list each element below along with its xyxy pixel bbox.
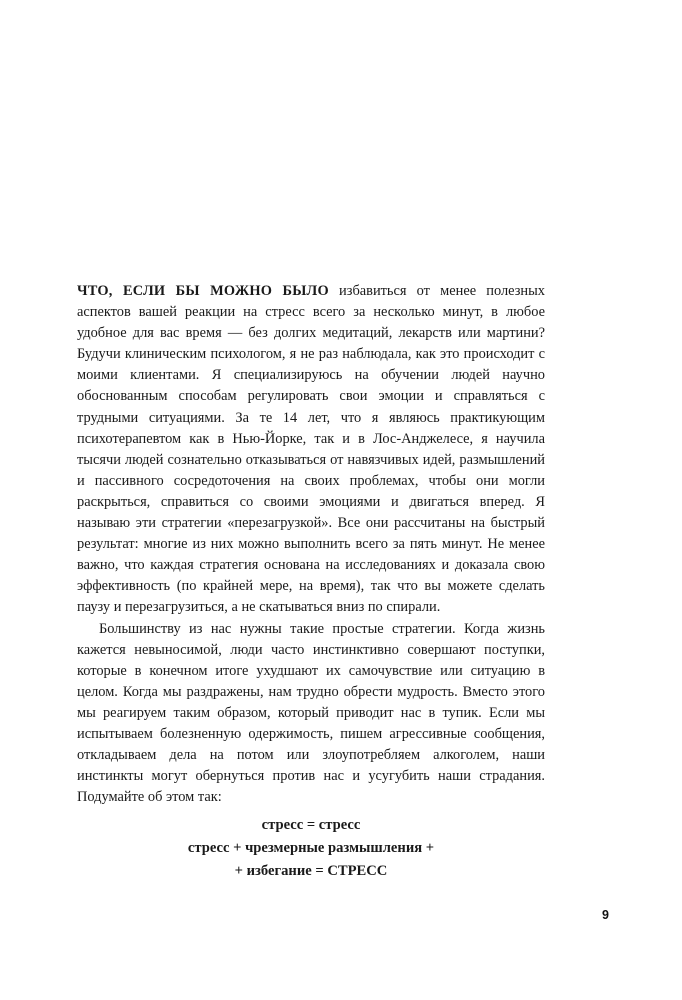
paragraph-one-text: избавиться от менее полезных аспектов вашей реакции на стресс всего за несколько минут, в любое удобное для вас время — без долгих медитаций, лекарств или мартини? Будучи клиническим психологом, я не раз наблюдала, как это происходит с моими клиентами. Я специализируюсь на обучении людей научно обоснованным способам регулировать свои эмоции и справляться с трудными ситуациями. За те 14 лет, что я являюсь практикующим психотерапевтом как в Нью-Йорке, так и в Лос-Анджелесе, я научила тысячи людей сознательно отказываться от навязчивых идей, размышлений и пассивного сосредоточения на своих проблемах, чтобы они могли раскрыться, справиться со своими эмоциями и двигаться вперед. Я называю эти стратегии «перезагрузкой». Все они рассчитаны на быстрый результат: многие из них можно выполнить всего за пять минут. Не менее важно, что каждая стратегия основана на исследованиях и доказала свою эффективность (по крайней мере, на время), так что вы можете сделать паузу и перезагрузиться, а не скатываться вниз по спирали. [77,283,545,616]
paragraph-one [77,281,545,619]
paragraph-two-text: Большинству из нас нужны такие простые стратегии. Когда жизнь кажется невыносимой, люди часто инстинктивно совершают поступки, которые в конечном итоге ухудшают их самочувствие или ситуацию в целом. Когда мы раздражены, нам трудно обрести мудрость. Вместо этого мы реагируем таким образом, который приводит нас в тупик. Если мы испытываем болезненную одержимость, пишем агрессивные сообщения, откладываем дела на потом или злоупотребляем алкоголем, наши инстинкты могут обернуться против нас и усугубить наши страдания. Подумайте об этом так: [77,620,545,806]
body-text-column [77,281,545,808]
formula-line-1: стресс = стресс [261,817,361,833]
formula-line-2: стресс + чрезмерные размышления + [187,840,435,856]
paragraph-one-lead-in: ЧТО, ЕСЛИ БЫ МОЖНО БЫЛО [77,283,329,299]
page-number: 9 [602,908,609,922]
stress-formula-block [77,814,545,883]
paragraph-two [77,619,545,809]
formula-line-3: + избегание = СТРЕСС [234,863,388,879]
